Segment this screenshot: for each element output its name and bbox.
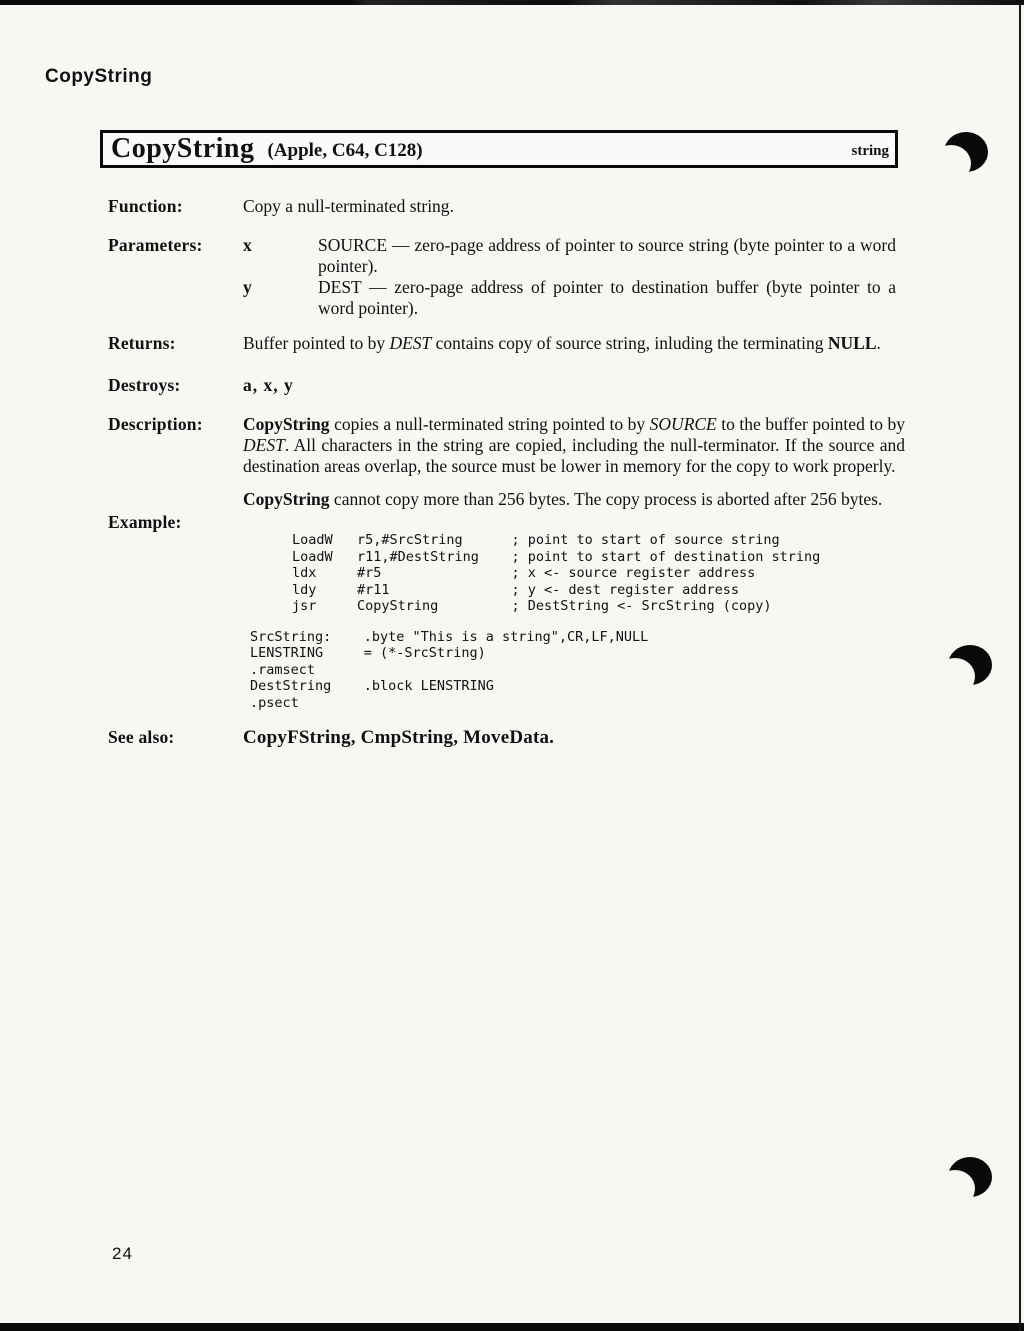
parameter-x [243,235,905,277]
code-line: SrcString: .byte "This is a string",CR,LF,NULL [250,628,649,645]
code-line: ldx #r5 ; x <- source register address [292,565,756,581]
category-label: string [851,142,889,159]
section-example [108,512,908,711]
page-number: 24 [112,1244,133,1263]
parameter-register: x [243,235,252,255]
returns-label: Returns: [108,333,176,353]
parameter-description: SOURCE — zero-page address of pointer to source string (byte pointer to a word pointer). [318,235,896,276]
code-line: LoadW r11,#DestString ; point to start of destination string [292,548,821,565]
parameters-label: Parameters: [108,235,203,255]
section-function [108,196,908,217]
section-returns [108,333,908,354]
platforms-label: (Apple, C64, C128) [267,139,423,161]
section-description [108,414,908,510]
function-label: Function: [108,196,183,216]
see-also-references: CopyFString, CmpString, MoveData. [243,727,555,748]
section-destroys [108,375,908,396]
binder-hole-mark-icon [944,132,990,174]
code-line: .psect [250,694,299,711]
destroys-registers: a, x, y [243,375,294,395]
function-text: Copy a null-terminated string. [243,196,454,216]
parameter-register: y [243,277,252,297]
description-paragraph: CopyString copies a null-terminated string pointed to by SOURCE to the buffer pointed to by DEST. All characters in the string are copied, including the null-terminator. If the source and destination areas overlap, the source must be lower in memory for the copy to work properly. [243,414,906,476]
binder-hole-mark-icon [948,645,994,687]
routine-name: CopyString [111,133,255,164]
scan-artifact-page-edge [1019,4,1021,1331]
code-line: LENSTRING = (*-SrcString) [250,645,486,661]
section-see-also [108,727,908,748]
code-line: .ramsect [250,661,316,678]
example-label: Example: [108,512,182,532]
code-line: jsr CopyString ; DestString <- SrcString (copy) [292,598,772,614]
see-also-label: See also: [108,727,175,747]
description-label: Description: [108,414,203,434]
description-paragraph: CopyString cannot copy more than 256 bytes. The copy process is aborted after 256 bytes. [243,489,883,509]
returns-text: Buffer pointed to by DEST contains copy of source string, inluding the terminating NULL. [243,333,881,353]
code-line: LoadW r5,#SrcString ; point to start of source string [292,532,780,548]
example-code-listing [243,532,905,615]
scan-artifact-top-bar [0,0,1024,5]
example-data-listing [243,629,905,712]
title-bar [100,130,898,168]
parameter-y [243,277,905,319]
section-parameters [108,235,908,319]
code-line: ldy #r11 ; y <- dest register address [292,581,740,598]
running-header: CopyString [45,66,153,87]
binder-hole-mark-icon [948,1157,994,1199]
destroys-label: Destroys: [108,375,181,395]
code-line: DestString .block LENSTRING [250,678,494,694]
reference-body [108,196,908,748]
scan-artifact-bottom-bar [0,1323,1024,1331]
parameter-description: DEST — zero-page address of pointer to destination buffer (byte pointer to a word pointer). [318,277,896,318]
